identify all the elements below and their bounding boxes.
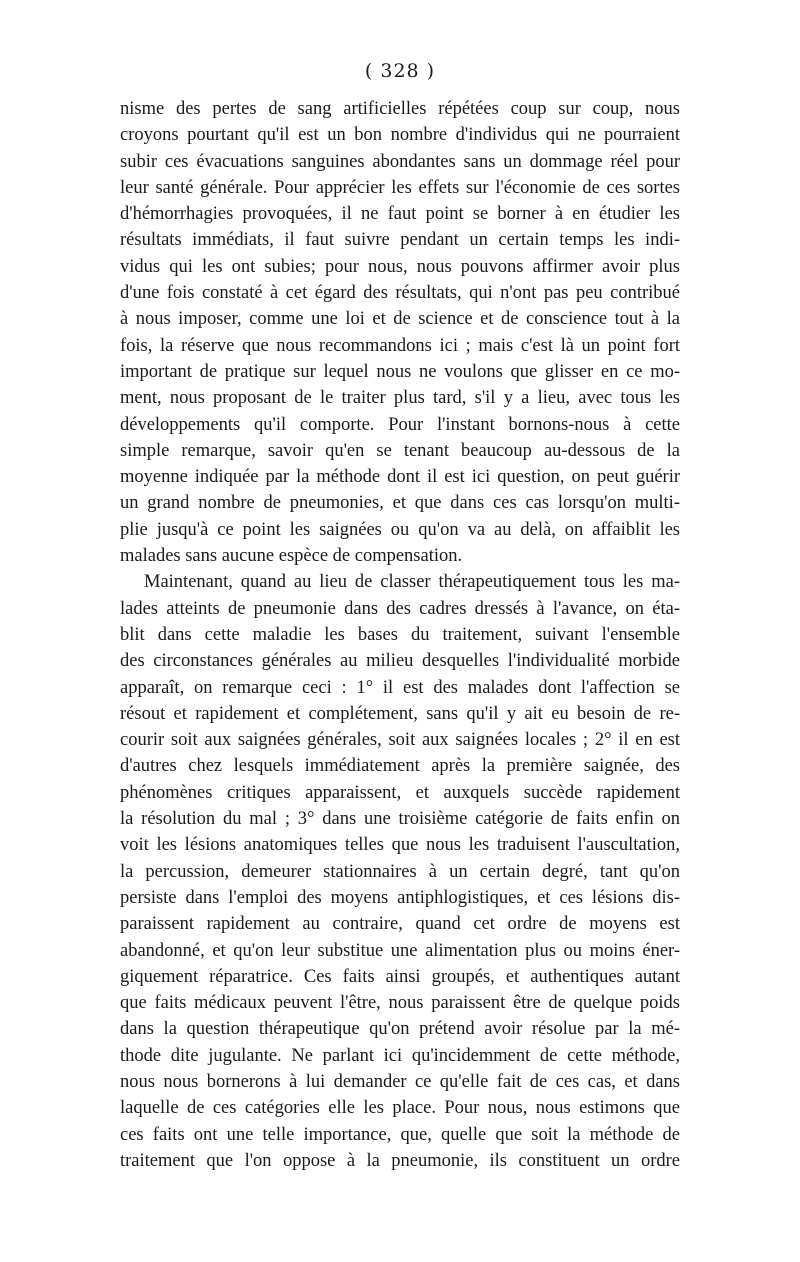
text-line: plie jusqu'à ce point les saignées ou qu'on va au delà, on affaiblit les: [120, 519, 680, 540]
text-line: un grand nombre de pneumonies, et que dans ces cas lorsqu'on multi-: [120, 493, 680, 514]
text-line: à nous imposer, comme une loi et de science et de conscience tout à la: [120, 309, 680, 330]
text-line: thode dite jugulante. Ne parlant ici qu'incidemment de cette méthode,: [120, 1045, 680, 1066]
text-line: voit les lésions anatomiques telles que nous les traduisent l'auscultation,: [120, 835, 680, 856]
text-line: des circonstances générales au milieu desquelles l'individualité morbide: [120, 651, 680, 672]
text-line: dans la question thérapeutique qu'on prétend avoir résolue par la mé-: [120, 1019, 680, 1040]
text-line: courir soit aux saignées générales, soit aux saignées locales ; 2° il en est: [120, 730, 680, 751]
paragraph: [120, 96, 680, 569]
text-line: phénomènes critiques apparaissent, et auxquels succède rapidement: [120, 782, 680, 803]
text-line: résout et rapidement et complétement, sans qu'il y ait eu besoin de re-: [120, 703, 680, 724]
text-line: la percussion, demeurer stationnaires à un certain degré, tant qu'on: [120, 861, 680, 882]
text-line: ces faits ont une telle importance, que, quelle que soit la méthode de: [120, 1124, 680, 1145]
text-line: nous nous bornerons à lui demander ce qu'elle fait de ces cas, et dans: [120, 1071, 680, 1092]
text-line: laquelle de ces catégories elle les place. Pour nous, nous estimons que: [120, 1098, 680, 1119]
text-line: abandonné, et qu'on leur substitue une alimentation plus ou moins éner-: [120, 940, 680, 961]
text-line: Maintenant, quand au lieu de classer thérapeutiquement tous les ma-: [144, 572, 680, 593]
text-line: persiste dans l'emploi des moyens antiphlogistiques, et ces lésions dis-: [120, 887, 680, 908]
text-line: croyons pourtant qu'il est un bon nombre d'individus qui ne pourraient: [120, 125, 680, 146]
text-line: leur santé générale. Pour apprécier les effets sur l'économie de ces sortes: [120, 177, 680, 198]
text-line: développements qu'il comporte. Pour l'instant bornons-nous à cette: [120, 414, 680, 435]
text-line: d'autres chez lesquels immédiatement après la première saignée, des: [120, 756, 680, 777]
text-line: nisme des pertes de sang artificielles répétées coup sur coup, nous: [120, 99, 680, 119]
text-line: la résolution du mal ; 3° dans une troisième catégorie de faits enfin on: [120, 809, 680, 830]
paragraph: [120, 569, 680, 1174]
text-line: subir ces évacuations sanguines abondantes sans un dommage réel pour: [120, 151, 680, 172]
text-line: malades sans aucune espèce de compensation.: [120, 546, 463, 567]
page-number: ( 328 ): [364, 60, 436, 82]
text-line: d'une fois constaté à cet égard des résultats, qui n'ont pas peu contribué: [120, 283, 680, 304]
text-line: que faits médicaux peuvent l'être, nous paraissent être de quelque poids: [120, 993, 680, 1014]
text-line: apparaît, on remarque ceci : 1° il est des malades dont l'affection se: [120, 677, 680, 698]
text-line: paraissent rapidement au contraire, quand cet ordre de moyens est: [120, 914, 680, 935]
text-line: blit dans cette maladie les bases du traitement, suivant l'ensemble: [120, 624, 680, 645]
text-line: vidus qui les ont subies; pour nous, nous pouvons affirmer avoir plus: [120, 256, 680, 277]
text-line: moyenne indiquée par la méthode dont il est ici question, on peut guérir: [120, 467, 680, 488]
text-line: important de pratique sur lequel nous ne voulons que glisser en ce mo-: [120, 361, 680, 382]
text-line: lades atteints de pneumonie dans des cadres dressés à l'avance, on éta-: [120, 598, 680, 619]
text-line: traitement que l'on oppose à la pneumonie, ils constituent un ordre: [120, 1150, 680, 1171]
text-line: simple remarque, savoir qu'en se tenant beaucoup au-dessous de la: [120, 440, 680, 461]
text-line: ment, nous proposant de le traiter plus tard, s'il y a lieu, avec tous les: [120, 388, 680, 409]
text-line: fois, la réserve que nous recommandons ici ; mais c'est là un point fort: [120, 335, 680, 356]
text-line: résultats immédiats, il faut suivre pendant un certain temps les indi-: [120, 230, 680, 251]
text-line: d'hémorrhagies provoquées, il ne faut point se borner à en étudier les: [120, 204, 680, 225]
body-text: [120, 96, 680, 1174]
text-line: giquement réparatrice. Ces faits ainsi groupés, et authentiques autant: [120, 966, 680, 987]
